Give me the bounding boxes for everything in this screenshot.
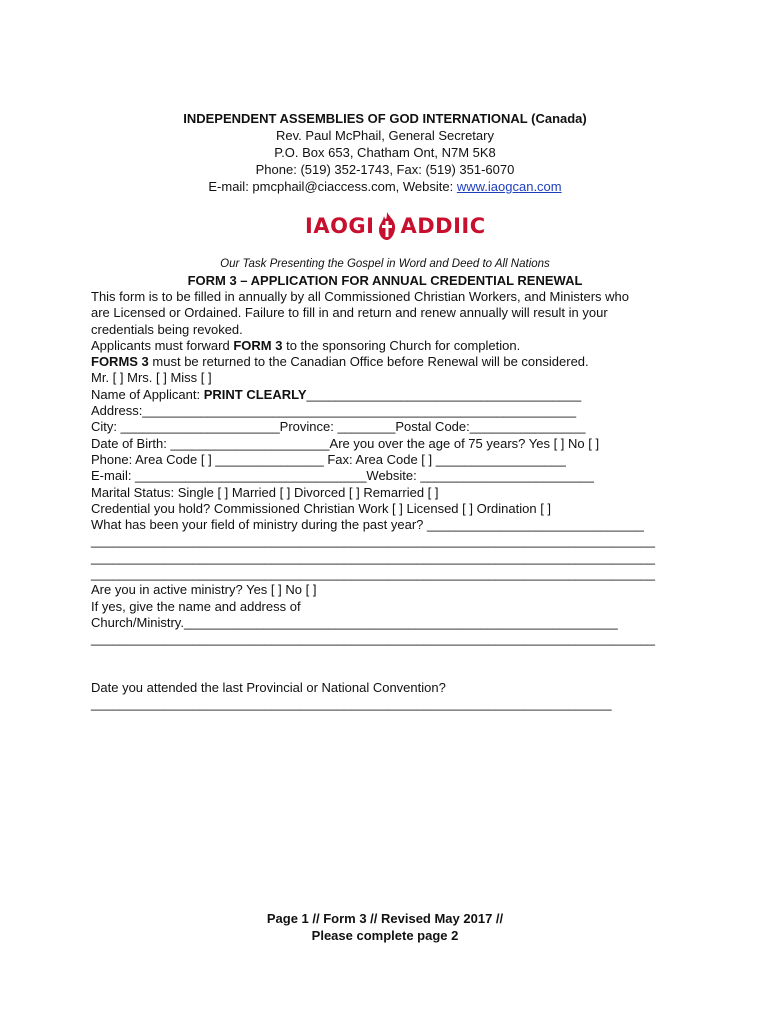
- forward-instruction: [91, 338, 691, 354]
- page-footer: [0, 910, 770, 944]
- name-blank[interactable]: ______________________________________: [306, 386, 582, 402]
- forward-text: to the sponsoring Church for completion.: [282, 337, 521, 353]
- if-yes-instruction: If yes, give the name and address of: [91, 598, 301, 614]
- city-province-postal-field[interactable]: City: ______________________Province: ________Postal Code:________________: [91, 419, 586, 435]
- email-website-field[interactable]: E-mail: ________________________________Website: ________________________: [91, 468, 594, 484]
- footer-page-info: Page 1 // Form 3 // Revised May 2017 //: [266, 911, 504, 926]
- organization-name: INDEPENDENT ASSEMBLIES OF GOD INTERNATIONAL (Canada): [183, 111, 587, 126]
- email-text: E-mail: pmcphail@ciaccess.com, Website:: [208, 179, 457, 194]
- ministry-answer-line[interactable]: ______________________________________________________________________________: [91, 549, 655, 565]
- convention-answer-line[interactable]: ________________________________________________________________________: [91, 696, 612, 712]
- flame-cross-icon: [376, 211, 398, 241]
- intro-line: credentials being revoked.: [91, 321, 243, 337]
- letterhead: [0, 110, 770, 195]
- ministry-answer-line[interactable]: ______________________________________________________________________________: [91, 533, 655, 549]
- logo-right-word: ADDIIC: [400, 214, 486, 238]
- phone-fax-field[interactable]: Phone: Area Code [ ] _______________ Fax: Area Code [ ] __________________: [91, 451, 566, 467]
- print-clearly-label: PRINT CLEARLY: [203, 386, 307, 402]
- title-checkboxes[interactable]: Mr. [ ] Mrs. [ ] Miss [ ]: [91, 370, 212, 386]
- logo-left-word: IAOGI: [305, 214, 375, 238]
- return-instruction: [91, 354, 691, 370]
- ministry-answer-line[interactable]: ______________________________________________________________________________: [91, 566, 655, 582]
- website-link[interactable]: www.iaogcan.com: [456, 179, 562, 194]
- church-ministry-line[interactable]: ______________________________________________________________________________: [91, 631, 655, 647]
- secretary-line: Rev. Paul McPhail, General Secretary: [276, 128, 494, 143]
- return-text: must be returned to the Canadian Office before Renewal will be considered.: [148, 354, 589, 370]
- form-title: FORM 3 – APPLICATION FOR ANNUAL CREDENTIAL RENEWAL: [187, 273, 583, 288]
- intro-line: This form is to be filled in annually by all Commissioned Christian Workers, and Ministers who: [91, 289, 630, 304]
- convention-question: Date you attended the last Provincial or National Convention?: [91, 680, 446, 696]
- tagline: Our Task Presenting the Gospel in Word and Deed to All Nations: [220, 258, 550, 270]
- date-of-birth-field[interactable]: Date of Birth: ______________________Are you over the age of 75 years? Yes [ ] No [ ]: [91, 435, 600, 451]
- intro-line: are Licensed or Ordained. Failure to fill in and return and renew annually will result in your: [91, 305, 608, 321]
- phone-fax-line: Phone: (519) 352-1743, Fax: (519) 351-6070: [255, 162, 515, 177]
- mailing-address: P.O. Box 653, Chatham Ont, N7M 5K8: [274, 145, 496, 160]
- name-label: Name of Applicant:: [91, 386, 204, 402]
- form-number-bold: FORM 3: [233, 337, 283, 353]
- active-ministry-checkboxes[interactable]: Are you in active ministry? Yes [ ] No [ ]: [91, 582, 317, 598]
- email-website-line: [0, 178, 770, 195]
- credential-checkboxes[interactable]: Credential you hold? Commissioned Christian Work [ ] Licensed [ ] Ordination [ ]: [91, 500, 552, 516]
- ministry-field-question[interactable]: What has been your field of ministry during the past year? ______________________________: [91, 517, 644, 533]
- organization-logo: [305, 210, 486, 242]
- footer-instruction: Please complete page 2: [311, 928, 459, 943]
- forward-text: Applicants must forward: [91, 337, 234, 353]
- forms-bold: FORMS 3: [91, 354, 149, 370]
- address-field[interactable]: Address:____________________________________________________________: [91, 403, 577, 419]
- applicant-name-field[interactable]: [91, 387, 691, 403]
- church-ministry-field[interactable]: Church/Ministry.____________________________________________________________: [91, 614, 618, 630]
- form-body: [91, 289, 691, 713]
- marital-status-checkboxes[interactable]: Marital Status: Single [ ] Married [ ] Divorced [ ] Remarried [ ]: [91, 484, 439, 500]
